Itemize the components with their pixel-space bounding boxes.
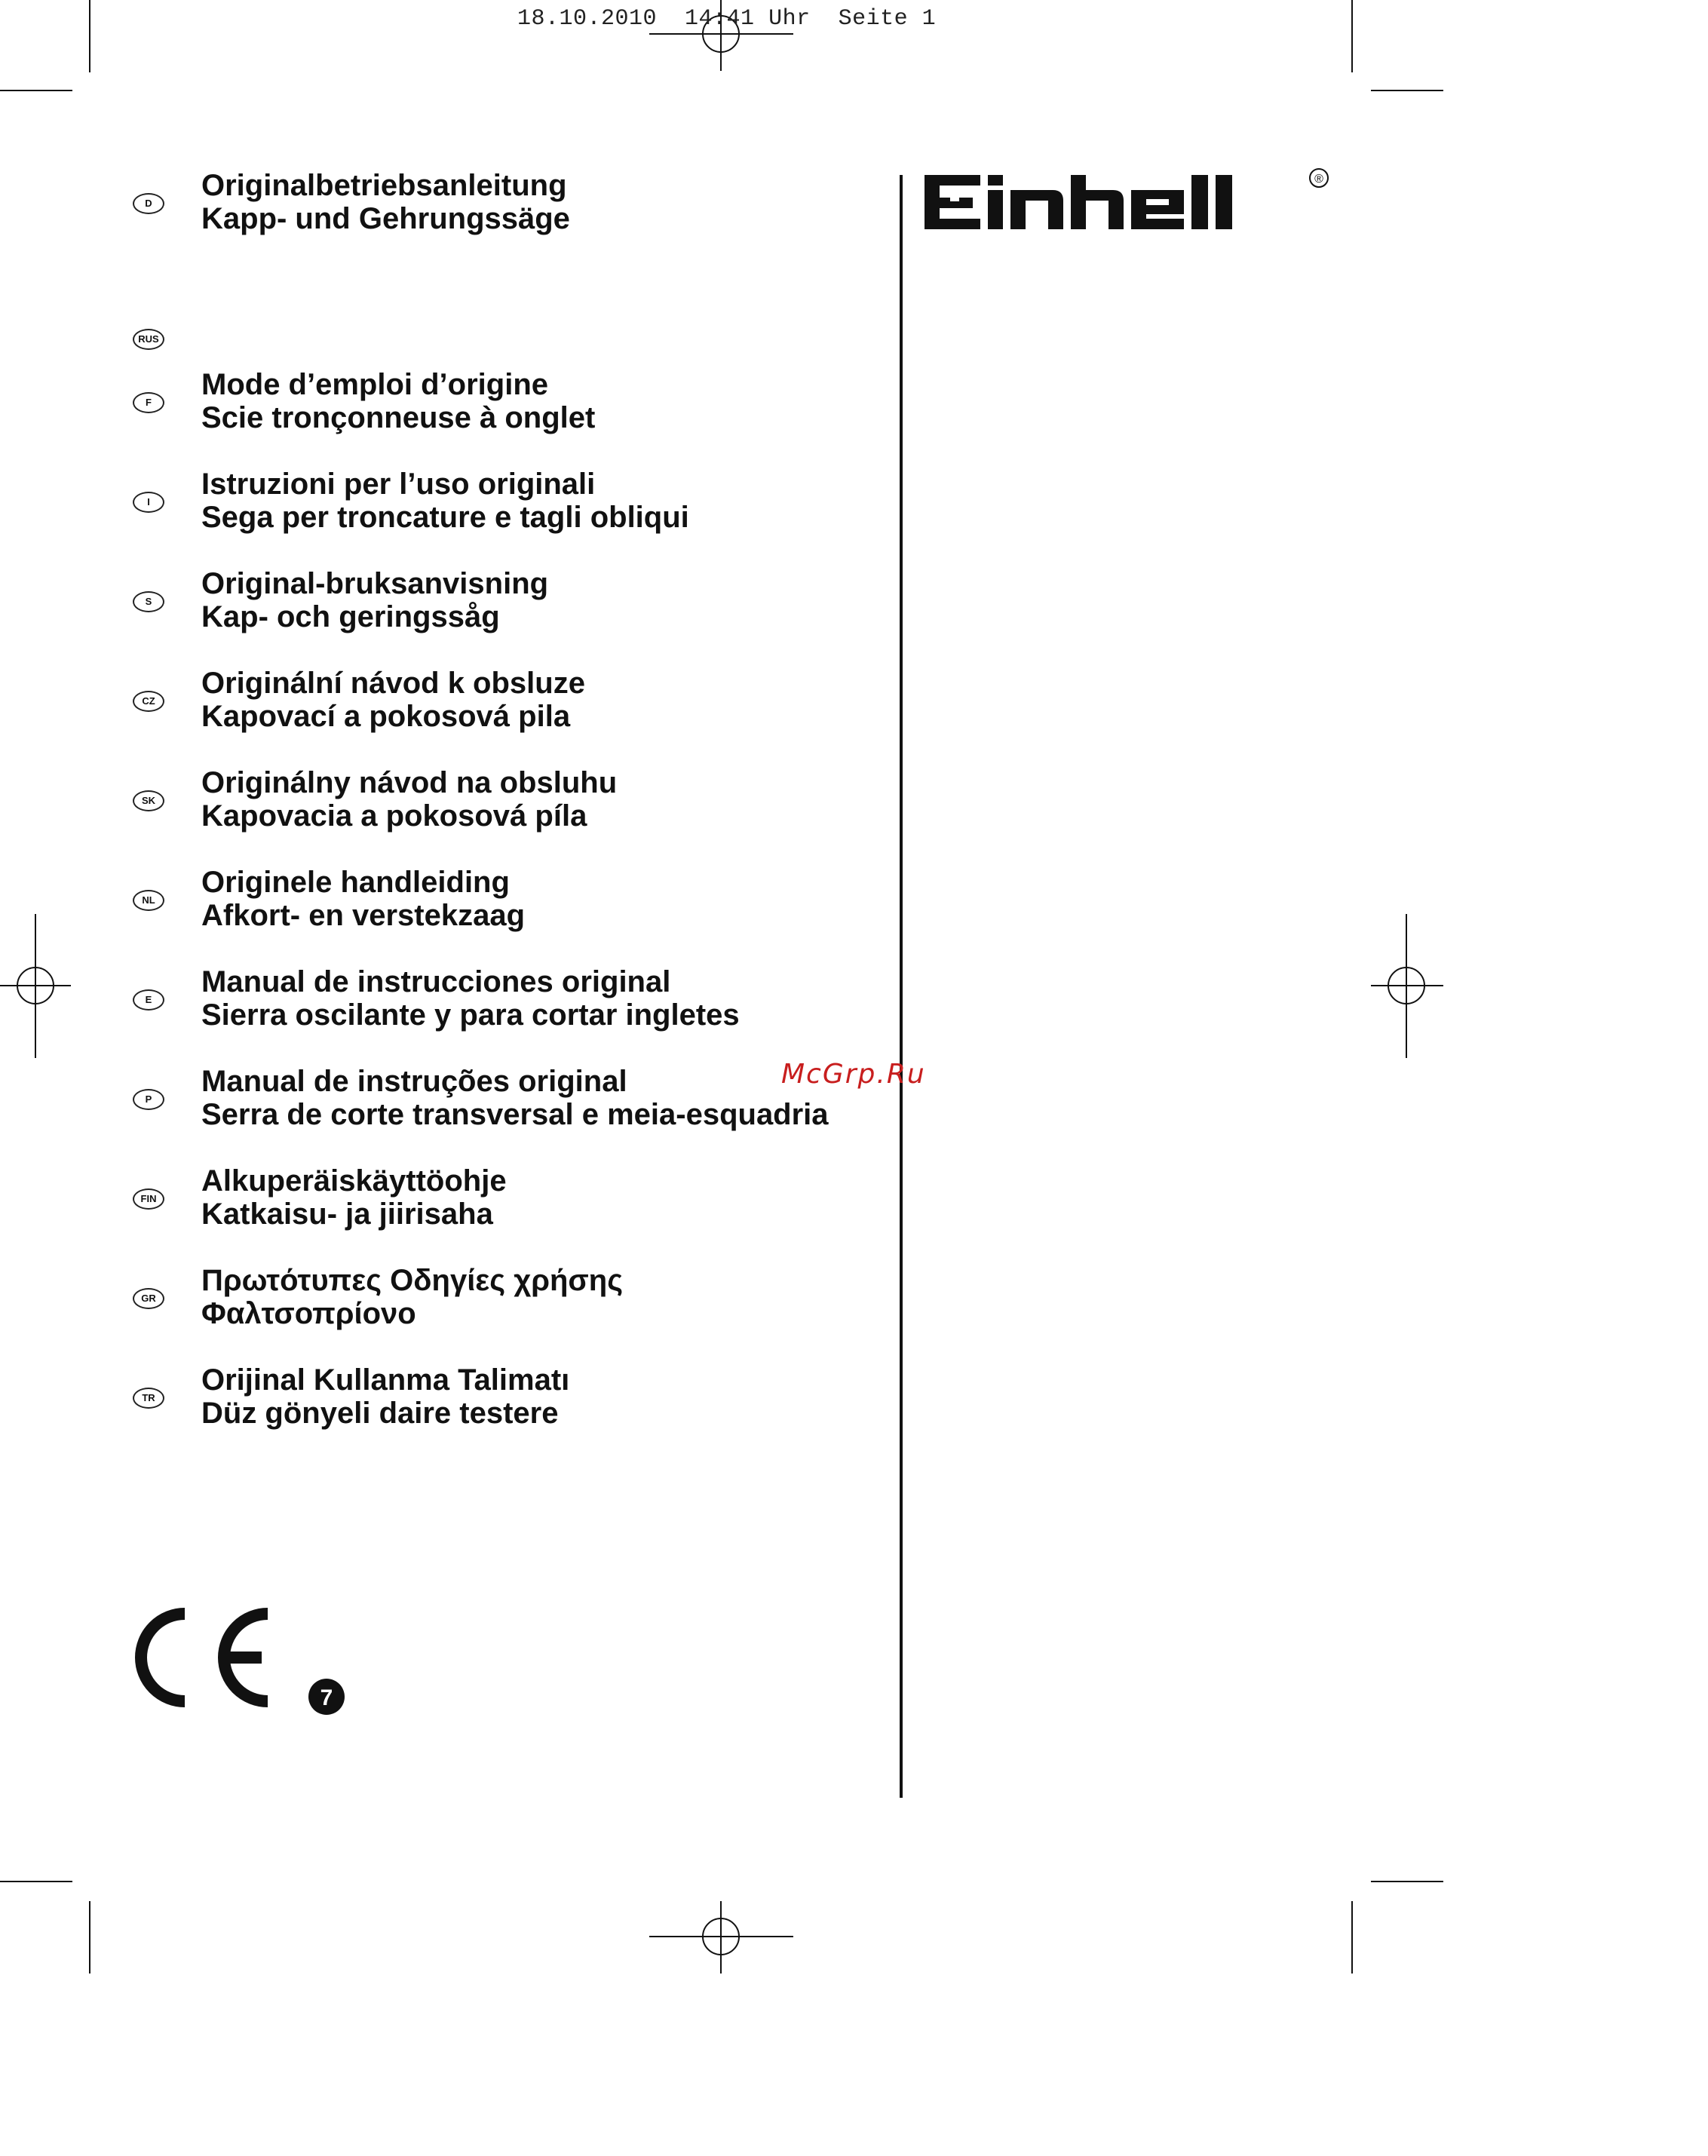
manual-title-line: Alkuperäiskäyttöohje bbox=[201, 1164, 507, 1198]
print-date: 18.10.2010 bbox=[517, 6, 658, 32]
manual-title bbox=[201, 368, 595, 434]
manual-title bbox=[201, 866, 525, 932]
product-name-line: Serra de corte transversal e meia-esquadria bbox=[201, 1098, 829, 1131]
language-code-badge: TR bbox=[133, 1388, 164, 1409]
language-code-badge: F bbox=[133, 392, 164, 413]
manual-title-line: Orijinal Kullanma Talimatı bbox=[201, 1363, 570, 1397]
product-name-line: Sierra oscilante y para cortar ingletes bbox=[201, 998, 740, 1032]
language-code-badge: I bbox=[133, 492, 164, 513]
manual-title-line: Originele handleiding bbox=[201, 866, 510, 899]
language-code-badge: NL bbox=[133, 890, 164, 911]
watermark: McGrp.Ru bbox=[781, 1059, 926, 1090]
manual-title bbox=[201, 567, 548, 633]
product-name-line: Kapp- und Gehrungssäge bbox=[201, 202, 570, 235]
print-time: 14:41 Uhr bbox=[685, 6, 811, 32]
language-code-badge: FIN bbox=[133, 1188, 164, 1210]
language-code-badge: RUS bbox=[133, 329, 164, 350]
manual-title-line: Mode d’emploi d’origine bbox=[201, 368, 548, 401]
product-name-line: Kapovacia a pokosová píla bbox=[201, 799, 587, 833]
print-page: Seite 1 bbox=[838, 6, 937, 32]
language-code-badge: SK bbox=[133, 790, 164, 811]
product-name-line: Scie tronçonneuse à onglet bbox=[201, 401, 596, 434]
language-code-badge: GR bbox=[133, 1288, 164, 1309]
product-name-line: Katkaisu- ja jiirisaha bbox=[201, 1198, 493, 1231]
manual-title bbox=[201, 766, 617, 833]
manual-title-line: Original-bruksanvisning bbox=[201, 567, 549, 600]
manual-title bbox=[201, 667, 585, 733]
manual-title bbox=[201, 169, 570, 235]
ce-mark bbox=[132, 1597, 358, 1718]
manual-title-line: Manual de instrucciones original bbox=[201, 965, 671, 998]
manual-title-line: Originální návod k obsluze bbox=[201, 667, 585, 700]
product-name-line: Sega per troncature e tagli obliqui bbox=[201, 501, 689, 534]
manual-title bbox=[201, 1264, 623, 1330]
manual-title-line: Originalbetriebsanleitung bbox=[201, 169, 567, 202]
manual-title-line: Originálny návod na obsluhu bbox=[201, 766, 618, 799]
manual-title bbox=[201, 1065, 829, 1131]
manual-title-line: Πρωτότυπες Οδηγίες χρήσης bbox=[201, 1264, 624, 1297]
product-name-line: Kap- och geringssåg bbox=[201, 600, 500, 633]
manual-title-line: Manual de instruções original bbox=[201, 1065, 627, 1098]
language-code-badge: CZ bbox=[133, 691, 164, 712]
manual-title bbox=[201, 1363, 569, 1430]
vertical-divider bbox=[900, 175, 903, 1798]
manual-title-line: Istruzioni per l’uso originali bbox=[201, 468, 596, 501]
product-name-line: Afkort- en verstekzaag bbox=[201, 899, 526, 932]
registered-mark: ® bbox=[1314, 173, 1323, 186]
manual-title bbox=[201, 1164, 507, 1231]
language-code-badge: E bbox=[133, 989, 164, 1011]
language-code-badge: P bbox=[133, 1089, 164, 1110]
notified-body-number: 7 bbox=[320, 1685, 333, 1710]
product-name-line: Düz gönyeli daire testere bbox=[201, 1397, 559, 1430]
einhell-logo bbox=[925, 167, 1343, 235]
language-code-badge: D bbox=[133, 193, 164, 214]
product-name-line: Kapovací a pokosová pila bbox=[201, 700, 571, 733]
language-code-badge: S bbox=[133, 591, 164, 612]
product-name-line: Φαλτσοπρίονο bbox=[201, 1297, 416, 1330]
manual-title bbox=[201, 468, 689, 534]
manual-title bbox=[201, 965, 740, 1032]
language-list bbox=[0, 0, 897, 1508]
